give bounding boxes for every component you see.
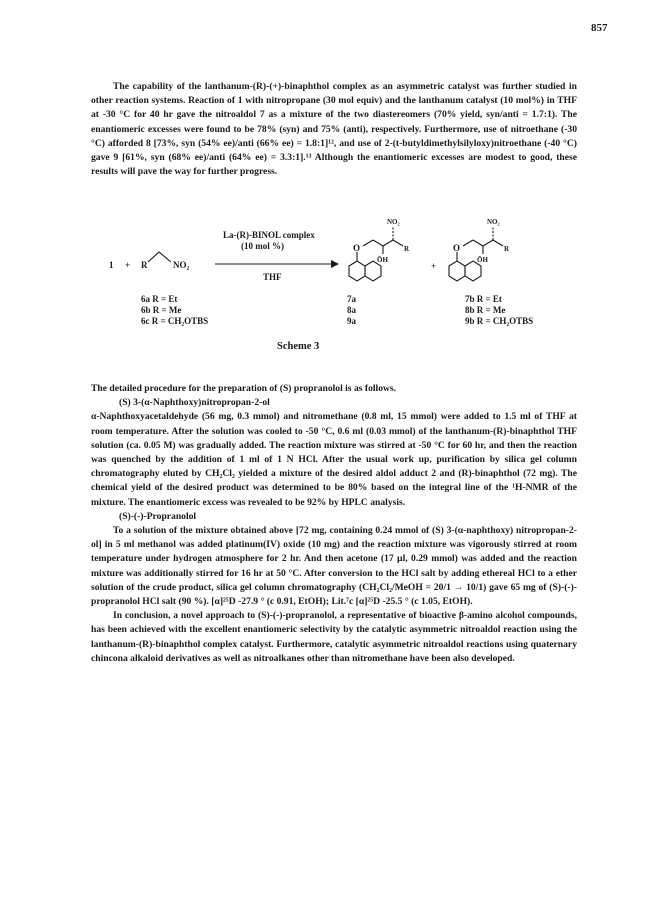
reactant-no2-label: NO₂ — [173, 260, 190, 270]
product-b-r-label: R — [504, 245, 510, 253]
solvent-label: THF — [263, 272, 282, 282]
reactant-1-label: 1 — [109, 260, 114, 270]
product-label-8b: 8b R = Me — [465, 305, 506, 315]
procedure-intro: The detailed procedure for the preparation of (S) propranolol is as follows. — [91, 383, 397, 394]
reaction-scheme — [91, 214, 581, 364]
reactant-label-6c: 6c R = CH₂OTBS — [141, 316, 209, 326]
plus-sign: + — [125, 260, 131, 270]
reaction-arrow-head — [331, 260, 339, 268]
experimental-section — [91, 382, 577, 666]
product-no2-label: NO₂ — [387, 218, 400, 226]
scheme-title: Scheme 3 — [277, 341, 320, 352]
reagent-amount-label: (10 mol %) — [241, 241, 284, 251]
product-b-no2-label: NO₂ — [487, 218, 500, 226]
product-label-8a: 8a — [347, 305, 356, 315]
reactant-label-6a: 6a R = Et — [141, 294, 178, 304]
paragraph-intro — [91, 80, 577, 179]
subheading-propranolol: (S)-(-)-Propranolol — [119, 510, 197, 522]
product-label-7a: 7a — [347, 294, 356, 304]
reactant-label-6b: 6b R = Me — [141, 305, 182, 315]
procedure-nitroaldol: α-Naphthoxyacetaldehyde (56 mg, 0.3 mmol) and nitromethane (0.8 ml, 15 mmol) were added to 1.5 ml of THF at room temperature. After the solution was cooled to -50 °C, 0.6 ml (0.03 mmol) of the lanthanum-(R)-binaphthol THF solution (ca. 0.05 M) was gradually added. The reaction mixture was stirred at -50 °C for 60 hr, and then the reaction was quenched by the addition of 1 ml of 1 N HCl. After the usual work up, purification by silica gel column chromatography eluted by CH₂Cl₂ yielded a mixture of the desired aldol adduct 2 and (R)-binaphthol (72 mg). The chemical yield of the desired product was determined to be 80% based on the integral line of the ¹H-NMR of the mixture. The enantiomeric excess was revealed to be 92% by HPLC analysis. — [91, 411, 577, 508]
page-number: 857 — [591, 22, 608, 34]
product-anti-structure — [449, 226, 503, 281]
conclusion-paragraph: In conclusion, a novel approach to (S)-(-)-propranolol, a representative of bioactive β-amino alcohol compounds, has been achieved with the excellent enantiomeric selectivity by the catalytic asymmetric nitroaldol reaction using the lanthanum-(R)-binaphthol complex catalyst. Furthermore, catalytic asymmetric nitroaldol reactions using quaternary chincona alkaloid derivatives as well as nitroalkanes other than nitromethane have been also developed. — [91, 610, 577, 664]
product-syn-structure — [349, 226, 403, 281]
product-label-9b: 9b R = CH₂OTBS — [465, 316, 534, 326]
reactant-r-label: R — [141, 260, 148, 270]
product-o-label: O — [353, 243, 361, 253]
nitroalkane-bonds — [148, 252, 171, 262]
paragraph-text: The capability of the lanthanum-(R)-(+)-binaphthol complex as an asymmetric catalyst was further studied in other reaction systems. Reaction of 1 with nitropropane (30 mol equiv) and the lanthanum catalyst (10 mol%) in THF at -30 °C for 40 hr gave the nitroaldol 7 as a mixture of the two diastereomers (70% yield, syn/anti = 1.7:1). The enantiomeric excesses were found to be 78% (syn) and 75% (anti), respectively. Furthermore, use of nitroethane (-30 °C) afforded 8 [73%, syn (54% ee)/anti (66% ee) = 1.8:1]¹², and use of 2-(t-butyldimethylsilyloxy)nitroethane (-40 °C) gave 9 [61%, syn (68% ee)/anti (64% ee) = 3.3:1].¹³ Although the enantiomeric excesses are modest to good, these results will pave the way for further progress. — [91, 81, 577, 178]
product-b-o-label: O — [453, 243, 461, 253]
product-r-label: R — [404, 245, 410, 253]
subheading-nitroaldol: (S) 3-(α-Naphthoxy)nitropropan-2-ol — [119, 397, 270, 409]
product-b-oh-label: ŌH — [477, 256, 488, 264]
reagent-label: La-(R)-BINOL complex — [223, 230, 315, 240]
product-label-9a: 9a — [347, 316, 356, 326]
plus-sign-2: + — [431, 261, 437, 271]
procedure-propranolol: To a solution of the mixture obtained above [72 mg, containing 0.24 mmol of (S) 3-(α-naphthoxy) nitropropan-2-ol] in 5 ml methanol was added platinum(IV) oxide (10 mg) and the reaction mixture was vigorously stirred at room temperature under hydrogen atmosphere for 2 hr. And then acetone (17 µl, 0.29 mmol) was added and the reaction mixture was additionally stirred for 16 hr at 50 °C. After conversion to the HCl salt by adding ethereal HCl to a ether solution of the crude product, silica gel column chromatography (CH₂Cl₂/MeOH = 20/1 → 10/1) gave 65 mg of (S)-(-)-propranolol HCl salt (90 %). [α]²⁵D -27.9 ° (c 0.91, EtOH); Lit.⁷c [α]²⁵D -25.5 ° (c 1.05, EtOH). — [91, 525, 577, 608]
product-label-7b: 7b R = Et — [465, 294, 502, 304]
product-oh-label: ŌH — [377, 256, 388, 264]
